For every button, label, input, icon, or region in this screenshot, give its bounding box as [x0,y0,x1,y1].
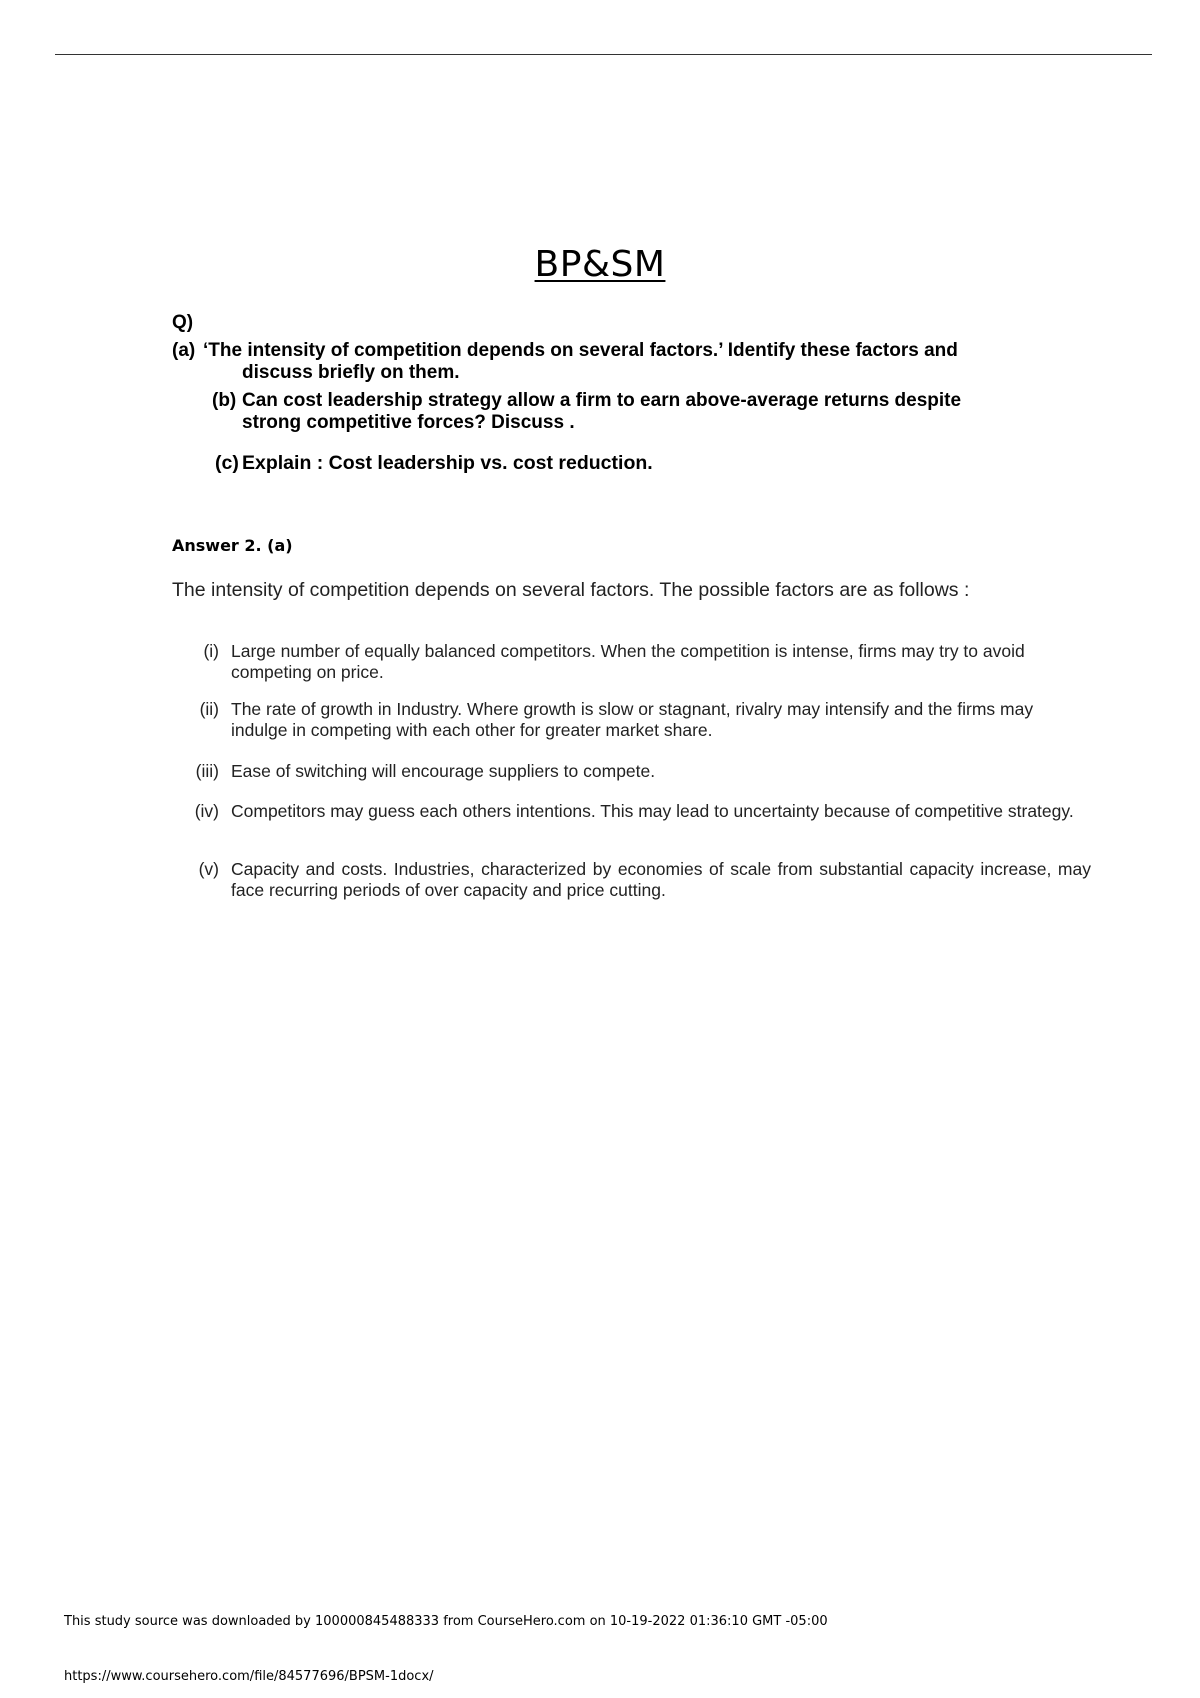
download-notice: This study source was downloaded by 100000845488333 from CourseHero.com on 10-19-2022 01:36:10 GMT -05:00 [64,1614,828,1629]
factor-item-5 [172,859,1091,901]
top-divider [55,54,1152,55]
factor-number: (iii) [195,761,219,781]
factor-text: Large number of equally balanced competitors. When the competition is intense, firms may try to avoid competing on price. [231,641,1025,682]
factor-item-4 [172,801,1091,822]
question-a-marker: (a) [172,340,196,361]
factor-text: Ease of switching will encourage suppliers to compete. [231,761,656,781]
factor-item-1 [172,641,1091,683]
question-b-line1: Can cost leadership strategy allow a firm to earn above-average returns despite [242,390,962,411]
question-b-line2: strong competitive forces? Discuss . [242,412,575,433]
factor-item-3 [172,761,1091,782]
document-title: BP&SM [534,244,666,285]
question-b-marker: (b) [212,390,237,411]
factor-number: (ii) [199,699,219,719]
question-a-line1: ‘The intensity of competition depends on several factors.’ Identify these factors and [203,340,958,361]
factor-number: (i) [203,641,219,661]
answer-heading: Answer 2. (a) [172,536,293,555]
factor-number: (v) [198,859,219,879]
answer-intro: The intensity of competition depends on several factors. The possible factors are as follows : [172,579,970,601]
factor-text: The rate of growth in Industry. Where growth is slow or stagnant, rivalry may intensify and the firms may indulge in competing with each other for greater market share. [231,699,1034,740]
question-a [172,340,1052,384]
question-c [215,452,1035,474]
question-c-line1: Explain : Cost leadership vs. cost reduction. [242,452,653,474]
question-label: Q) [172,312,194,333]
source-url[interactable]: https://www.coursehero.com/file/84577696/BPSM-1docx/ [64,1669,434,1684]
factor-item-2 [172,699,1091,741]
factor-text: Capacity and costs. Industries, characterized by economies of scale from substantial capacity increase, may face recurring periods of over capacity and price cutting. [231,859,1091,900]
factor-text: Competitors may guess each others intentions. This may lead to uncertainty because of competitive strategy. [231,801,1074,821]
question-b [212,390,1032,434]
factor-number: (iv) [194,801,219,821]
question-a-line2: discuss briefly on them. [242,362,460,383]
question-c-marker: (c) [215,452,239,474]
